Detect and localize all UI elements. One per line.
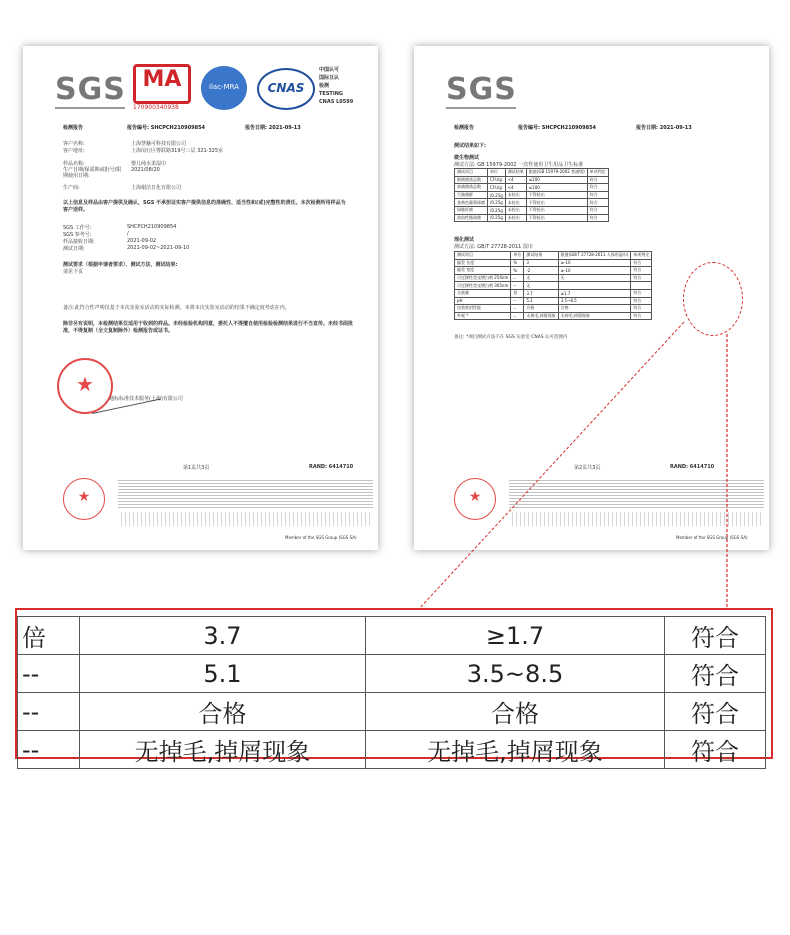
table-cell: %	[511, 267, 524, 275]
table-row	[18, 617, 766, 655]
table-header-cell: 测试结果	[505, 169, 526, 177]
table-cell: <4	[505, 184, 526, 192]
table-cell: 细菌菌落总数	[455, 176, 488, 184]
table-cell: 符合	[631, 289, 652, 297]
table-cell: --	[511, 274, 524, 282]
declaration-text: 除非另有说明，本检测结果仅适用于收到的样品。未经检验机构同意，委托人不得擅自使用检验检测结果进行不当宣传。未经书面批准，不得复制（全文复制除外）检测报告或证书。	[63, 321, 354, 334]
field-value: 上海慧魅可科技有限公司	[131, 141, 187, 147]
table-cell: 溶血性链球菌	[455, 214, 488, 222]
table-cell: 无掉毛,掉屑现象	[524, 312, 558, 320]
table-cell: 不得检出	[526, 206, 587, 214]
footer-star-icon: ★	[468, 489, 482, 505]
sgs-logo: SGS	[446, 72, 517, 107]
report-label: 检测报告	[454, 125, 475, 131]
table-cell: 符合	[631, 297, 652, 305]
table-cell: /0.25g	[488, 191, 506, 199]
field-label: 生产日期/保质期或批号/限期使用日期:	[63, 167, 122, 179]
verdict-cell: 符合	[665, 617, 766, 655]
field-label: 样品接收日期:	[63, 239, 95, 245]
limit-cell: 无掉毛,掉屑现象	[366, 731, 665, 769]
field-label: 生产商:	[63, 185, 80, 191]
table-cell: 5.1	[524, 297, 558, 305]
table-cell: 无掉毛,掉屑现象	[558, 312, 631, 320]
field-value: 上海谢洁日化有限公司	[131, 185, 182, 191]
table-header-cell: 测试结果	[524, 252, 558, 260]
table-cell: 包装密封性能	[455, 305, 511, 313]
rand-number: RAND: 6414710	[670, 464, 715, 470]
field-value: 2021/08/20	[131, 167, 160, 173]
table-cell: --	[511, 305, 524, 313]
table-header-cell: 单项判定	[587, 169, 608, 177]
table-cell: 不得检出	[526, 214, 587, 222]
results-title: 测试结果如下:	[454, 143, 487, 149]
table-cell: ≥1.7	[558, 289, 631, 297]
cnas-text-line: 中国认可	[319, 67, 340, 73]
field-label: 客户地址:	[63, 148, 85, 154]
phys-title: 理化测试	[454, 237, 475, 243]
field-value: 2021-09-02~2021-09-10	[127, 245, 190, 251]
cnas-label: CNAS	[267, 81, 305, 95]
table-cell: --	[511, 297, 524, 305]
table-cell: CFU/g	[488, 176, 506, 184]
table-row	[18, 731, 766, 769]
table-cell: 外观 *	[455, 312, 511, 320]
table-cell: ≥-10	[558, 267, 631, 275]
table-cell: --	[511, 312, 524, 320]
member-text: Member of the SGS Group (SGS SA)	[676, 535, 748, 540]
notice-text: 以上信息及样品由客户提供及确认，SGS 不承担证实客户提供信息的准确性、适当性和(或)完整性的责任。本次检测所用样品为客户送样。	[63, 200, 346, 213]
verdict-cell: 符合	[665, 731, 766, 769]
ilac-label: ilac-MRA	[209, 83, 239, 91]
table-cell: 符合	[587, 206, 608, 214]
table-cell: 未检出	[505, 206, 526, 214]
field-value: 2021-09-02	[127, 238, 157, 244]
rand-number: RAND: 6414710	[309, 464, 354, 470]
footer-star-icon: ★	[77, 489, 91, 505]
table-cell: 3.5~8.5	[558, 297, 631, 305]
table-cell: ≤100	[526, 184, 587, 192]
field-label: SGS 参考号:	[63, 232, 92, 238]
cnas-text-line: TESTING	[319, 91, 343, 97]
table-cell: -2	[524, 267, 558, 275]
table-cell: 真菌菌落总数	[455, 184, 488, 192]
micro-title: 微生物测试	[454, 155, 480, 161]
table-cell: 符合	[631, 312, 652, 320]
table-header-cell: 单位	[511, 252, 524, 260]
table-cell: pH	[455, 297, 511, 305]
micro-method: 测试方法: GB 15979-2002 一次性使用卫生用品卫生标准	[454, 162, 584, 168]
table-header-cell: 单位	[488, 169, 506, 177]
table-header-cell: 测试项目	[455, 169, 488, 177]
unit-cell: 倍	[18, 617, 80, 655]
page-number: 第1页共3页	[183, 465, 210, 471]
table-cell: 无	[524, 274, 558, 282]
table-cell: 符合	[587, 176, 608, 184]
remark-text: 备注:此符合性声明仅基于本次实验室活动的实际检测，未将本次实验室活动的结果不确定度考虑在内。	[63, 305, 290, 311]
table-cell: CFU/g	[488, 184, 506, 192]
field-label: SGS 工作号:	[63, 225, 92, 231]
table-cell: 绿脓杆菌	[455, 206, 488, 214]
table-cell: 符合	[631, 259, 652, 267]
field-label: 样品名称:	[63, 161, 85, 167]
table-cell: 3	[524, 259, 558, 267]
cnas-text-line: 国际互认	[319, 75, 340, 81]
field-value: /	[127, 231, 129, 237]
report-date: 报告日期: 2021-09-13	[636, 125, 692, 131]
table-cell: 大肠菌群	[455, 191, 488, 199]
table-cell: %	[511, 259, 524, 267]
cma-number: 170900340938	[133, 104, 179, 111]
table-cell: 符合	[631, 267, 652, 275]
page-number: 第2页共3页	[574, 465, 601, 471]
table-row	[18, 693, 766, 731]
limit-cell: ≥1.7	[366, 617, 665, 655]
table-row	[18, 655, 766, 693]
test-requirement: 测试要求（根据申请者要求）、测试方法、测试结果:	[63, 262, 178, 268]
table-cell: 金黄色葡萄球菌	[455, 199, 488, 207]
table-header-cell: 单项判定	[631, 252, 652, 260]
report-number: 报告编号: SHCPCH210909854	[518, 125, 597, 131]
field-label: 测试日期:	[63, 246, 85, 252]
table-cell: 无	[558, 274, 631, 282]
table-cell: 偏差 长度	[455, 259, 511, 267]
table-cell: 未检出	[505, 199, 526, 207]
table-note: 备注: *项目测试方法不在 SGS 实验室 CNAS 认可范围内	[454, 335, 568, 340]
table-cell: 不得检出	[526, 191, 587, 199]
result-cell: 3.7	[80, 617, 366, 655]
table-header-cell: 限值(GB/T 27728-2011 人体用湿巾)	[558, 252, 631, 260]
zoomed-table-panel	[15, 608, 773, 766]
table-cell: --	[511, 282, 524, 290]
report-label: 检测报告	[63, 125, 84, 131]
leader-line-left	[418, 322, 684, 610]
table-cell: /0.25g	[488, 199, 506, 207]
table-cell: 符合	[587, 214, 608, 222]
verdict-cell: 符合	[665, 693, 766, 731]
table-cell: 不得检出	[526, 199, 587, 207]
table-cell: 含液量	[455, 289, 511, 297]
table-cell: 倍	[511, 289, 524, 297]
phys-method: 测试方法: GB/T 27728-2011 湿巾	[454, 244, 533, 250]
verdict-cell: 符合	[665, 655, 766, 693]
table-cell: 可迁移性荧光增白剂 365nm	[455, 282, 511, 290]
field-label: 客户名称:	[63, 141, 85, 147]
field-value: SHCPCH210909854	[127, 224, 177, 230]
report-date: 报告日期: 2021-09-13	[245, 125, 301, 131]
table-cell: /0.25g	[488, 214, 506, 222]
table-header-cell: 限值(GB 15979-2002 普通级)	[526, 169, 587, 177]
cnas-text-line: 检测	[319, 83, 330, 89]
table-cell: 符合	[587, 191, 608, 199]
table-cell: 符合	[587, 184, 608, 192]
table-cell: 可迁移性荧光增白剂 254nm	[455, 274, 511, 282]
cma-logo: MA	[133, 64, 191, 104]
unit-cell: --	[18, 731, 80, 769]
table-cell: 符合	[587, 199, 608, 207]
result-cell: 无掉毛,掉屑现象	[80, 731, 366, 769]
member-text: Member of the SGS Group (SGS SA)	[285, 535, 357, 540]
field-value: 上海闵行区曹联路319号三层 321-325室	[131, 148, 224, 154]
table-cell: 未检出	[505, 191, 526, 199]
limit-cell: 合格	[366, 693, 665, 731]
result-cell: 合格	[80, 693, 366, 731]
seal-star-icon: ★	[76, 372, 94, 396]
sgs-logo: SGS	[55, 72, 126, 107]
table-cell: ≤200	[526, 176, 587, 184]
report-number: 报告编号: SHCPCH210909854	[127, 125, 206, 131]
table-cell: 未检出	[505, 214, 526, 222]
table-cell: 符合	[631, 274, 652, 282]
unit-cell: --	[18, 655, 80, 693]
table-cell: 符合	[631, 305, 652, 313]
unit-cell: --	[18, 693, 80, 731]
table-cell: 3.7	[524, 289, 558, 297]
table-cell: 偏差 宽度	[455, 267, 511, 275]
table-cell: 合格	[524, 305, 558, 313]
table-cell: ≥-10	[558, 259, 631, 267]
zoomed-table	[17, 616, 766, 769]
table-cell: /0.25g	[488, 206, 506, 214]
table-cell: 无	[524, 282, 558, 290]
see-below: 请见下页	[63, 269, 84, 275]
field-value: 婴儿纯水柔湿巾	[131, 161, 167, 167]
table-cell: 合格	[558, 305, 631, 313]
limit-cell: 3.5~8.5	[366, 655, 665, 693]
table-header-cell: 测试项目	[455, 252, 511, 260]
cnas-text-line: CNAS L0599	[319, 99, 354, 105]
company-name: 通标标准技术服务(上海)有限公司	[109, 396, 183, 402]
result-cell: 5.1	[80, 655, 366, 693]
table-cell: <4	[505, 176, 526, 184]
